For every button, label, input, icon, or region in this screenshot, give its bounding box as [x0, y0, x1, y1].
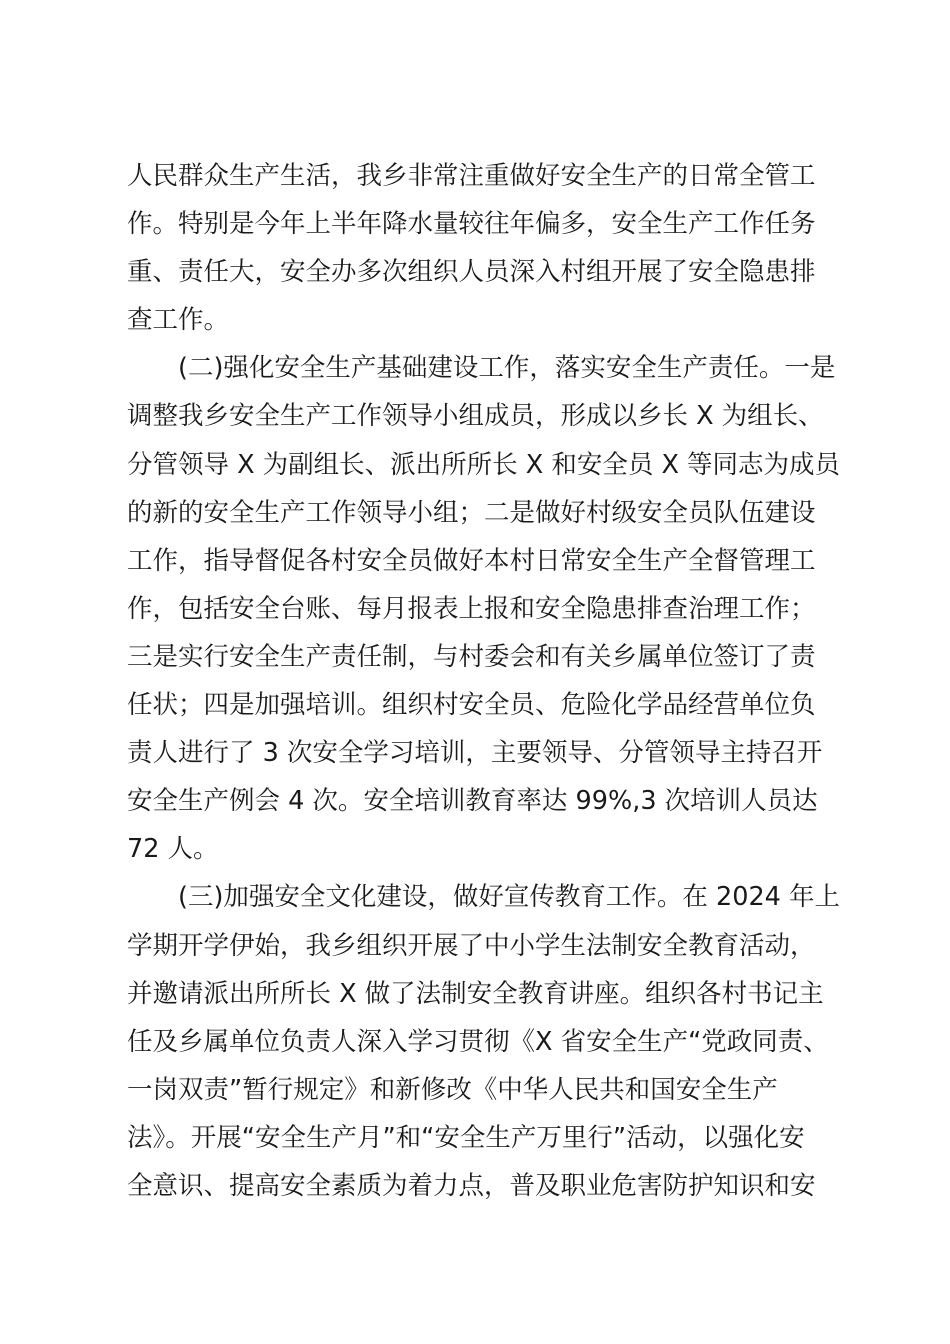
text-line-21: 法》。开展“安全生产月”和“安全生产万里行”活动，以强化安 [127, 1122, 805, 1153]
text-line-16: (三)加强安全文化建设，做好宣传教育工作。在 2024 年上 [178, 882, 841, 913]
text-line-18: 并邀请派出所所长 X 做了法制安全教育讲座。组织各村书记主 [127, 978, 824, 1009]
text-line-19: 任及乡属单位负责人深入学习贯彻《X 省安全生产“党政同责、 [127, 1026, 829, 1057]
text-line-3: 重、责任大，安全办多次组织人员深入村组开展了安全隐患排 [127, 257, 816, 288]
text-line-22: 全意识、提高安全素质为着力点，普及职业危害防护知识和安 [127, 1170, 816, 1201]
text-line-11: 三是实行安全生产责任制，与村委会和有关乡属单位签订了责 [127, 641, 816, 672]
text-line-4: 查工作。 [127, 305, 230, 336]
text-line-2: 作。特别是今年上半年降水量较往年偏多，安全生产工作任务 [127, 209, 816, 240]
text-line-15: 72 人。 [127, 834, 219, 865]
body-text [127, 152, 841, 1210]
text-line-1: 人民群众生产生活，我乡非常注重做好安全生产的日常全管工 [127, 161, 816, 191]
text-line-9: 工作，指导督促各村安全员做好本村日常安全生产全督管理工 [127, 545, 816, 576]
text-line-14: 安全生产例会 4 次。安全培训教育率达 99%,3 次培训人员达 [127, 786, 818, 817]
text-line-5: (二)强化安全生产基础建设工作，落实安全生产责任。一是 [178, 353, 836, 384]
text-line-10: 作，包括安全台账、每月报表上报和安全隐患排查治理工作； [127, 593, 816, 624]
text-line-6: 调整我乡安全生产工作领导小组成员，形成以乡长 X 为组长、 [127, 401, 824, 432]
text-line-13: 责人进行了 3 次安全学习培训，主要领导、分管领导主持召开 [127, 738, 823, 769]
text-line-12: 任状；四是加强培训。组织村安全员、危险化学品经营单位负 [127, 690, 816, 721]
text-line-7: 分管领导 X 为副组长、派出所所长 X 和安全员 X 等同志为成员 [127, 449, 841, 480]
text-line-8: 的新的安全生产工作领导小组；二是做好村级安全员队伍建设 [127, 497, 816, 528]
text-line-17: 学期开学伊始，我乡组织开展了中小学生法制安全教育活动， [127, 930, 816, 961]
text-line-20: 一岗双责”暂行规定》和新修改《中华人民共和国安全生产 [127, 1074, 778, 1105]
